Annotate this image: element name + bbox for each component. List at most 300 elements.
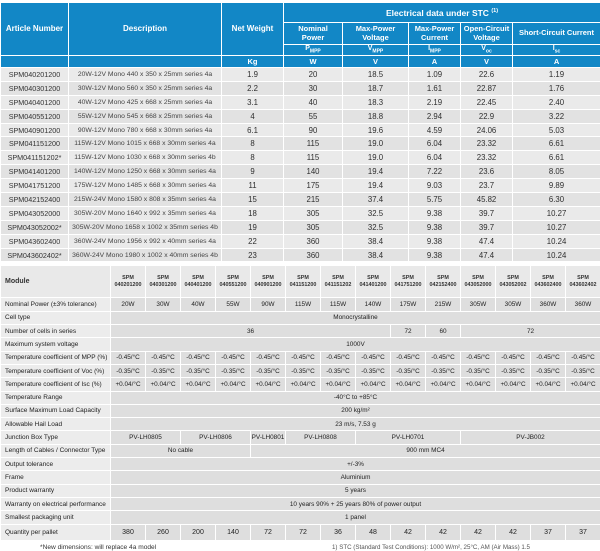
spec-value: -0.45/°C bbox=[321, 351, 356, 364]
article-cell: SPM043602402* bbox=[1, 248, 69, 262]
description-cell: 90W-12V Mono 780 x 668 x 30mm series 4a bbox=[69, 123, 222, 137]
spec-value: 200 kg/m² bbox=[111, 404, 600, 417]
pmpp-cell: 140 bbox=[284, 165, 343, 179]
pmpp-cell: 20 bbox=[284, 68, 343, 82]
panel-row bbox=[1, 95, 600, 109]
spec-value: 900 mm MC4 bbox=[251, 444, 600, 457]
module-column-header bbox=[181, 266, 216, 298]
module-prefix: SPM bbox=[496, 275, 530, 282]
col-header-short-circuit-current: Short-Circuit Current bbox=[513, 23, 600, 45]
impp-cell: 9.03 bbox=[409, 179, 461, 193]
panel-row bbox=[1, 193, 600, 207]
spec-value: +0.04/°C bbox=[531, 378, 566, 391]
col-symbol: $I_{sc}$ bbox=[513, 45, 600, 56]
panel-row bbox=[1, 81, 600, 95]
spec-label: Nominal Power (±3% tolerance) bbox=[1, 298, 111, 311]
impp-cell: 2.94 bbox=[409, 109, 461, 123]
spec-value: +0.04/°C bbox=[181, 378, 216, 391]
spec-value: +0.04/°C bbox=[111, 378, 146, 391]
spec-label: Allowable Hail Load bbox=[1, 418, 111, 431]
spec-value: PV-LH0806 bbox=[181, 431, 251, 444]
spec-row bbox=[1, 458, 600, 471]
article-cell: SPM043602400 bbox=[1, 234, 69, 248]
module-column-header bbox=[531, 266, 566, 298]
spec-value: 1 panel bbox=[111, 511, 600, 524]
module-header-label: Module bbox=[1, 266, 111, 298]
module-prefix: SPM bbox=[251, 275, 285, 282]
impp-cell: 7.22 bbox=[409, 165, 461, 179]
vmpp-cell: 18.8 bbox=[343, 109, 409, 123]
voc-cell: 23.7 bbox=[461, 179, 513, 193]
article-cell: SPM040901200 bbox=[1, 123, 69, 137]
spec-row bbox=[1, 325, 600, 338]
module-number: 042152400 bbox=[426, 282, 460, 289]
voc-cell: 22.9 bbox=[461, 109, 513, 123]
module-column-header bbox=[461, 266, 496, 298]
voc-cell: 24.06 bbox=[461, 123, 513, 137]
impp-cell: 1.61 bbox=[409, 81, 461, 95]
module-number: 040401200 bbox=[181, 282, 215, 289]
isc-cell: 10.24 bbox=[513, 234, 600, 248]
description-cell: 305W-20V Mono 1658 x 1002 x 35mm series 4b bbox=[69, 220, 222, 234]
spec-label: Cell type bbox=[1, 311, 111, 324]
spec-row bbox=[1, 391, 600, 404]
pmpp-cell: 90 bbox=[284, 123, 343, 137]
spec-value: 5 years bbox=[111, 484, 600, 497]
col-symbol: $V_{oc}$ bbox=[461, 45, 513, 56]
voc-cell: 39.7 bbox=[461, 220, 513, 234]
electrical-data-table bbox=[0, 2, 600, 262]
col-unit: V bbox=[461, 56, 513, 68]
spec-value: PV-LH0805 bbox=[111, 431, 181, 444]
module-number: 040551200 bbox=[216, 282, 250, 289]
spec-value: 48 bbox=[356, 524, 391, 540]
spec-row bbox=[1, 431, 600, 444]
vmpp-cell: 18.7 bbox=[343, 81, 409, 95]
vmpp-cell: 32.5 bbox=[343, 220, 409, 234]
spec-value: PV-LH0808 bbox=[286, 431, 356, 444]
spec-row bbox=[1, 404, 600, 417]
voc-cell: 47.4 bbox=[461, 234, 513, 248]
voc-cell: 22.45 bbox=[461, 95, 513, 109]
pmpp-cell: 115 bbox=[284, 137, 343, 151]
net-weight-cell: 18 bbox=[222, 206, 284, 220]
net-weight-cell: 4 bbox=[222, 109, 284, 123]
spec-value: -0.35/°C bbox=[111, 364, 146, 377]
pmpp-cell: 30 bbox=[284, 81, 343, 95]
panel-row bbox=[1, 234, 600, 248]
net-weight-cell: 11 bbox=[222, 179, 284, 193]
spec-row bbox=[1, 471, 600, 484]
voc-cell: 23.32 bbox=[461, 137, 513, 151]
vmpp-cell: 19.4 bbox=[343, 179, 409, 193]
spec-value: 140W bbox=[356, 298, 391, 311]
module-number: 041751200 bbox=[391, 282, 425, 289]
spec-value: +0.04/°C bbox=[286, 378, 321, 391]
article-cell: SPM040301200 bbox=[1, 81, 69, 95]
spec-row bbox=[1, 444, 600, 457]
module-number: 041401200 bbox=[356, 282, 390, 289]
spec-value: PV-LH0801 bbox=[251, 431, 286, 444]
module-column-header bbox=[251, 266, 286, 298]
spec-value: 260 bbox=[146, 524, 181, 540]
spec-value: +0.04/°C bbox=[461, 378, 496, 391]
net-weight-cell: 3.1 bbox=[222, 95, 284, 109]
spec-label: Quantity per pallet bbox=[1, 524, 111, 540]
spec-value: 360W bbox=[566, 298, 600, 311]
spec-label: Smallest packaging unit bbox=[1, 511, 111, 524]
isc-cell: 10.27 bbox=[513, 206, 600, 220]
pmpp-cell: 55 bbox=[284, 109, 343, 123]
spec-rows bbox=[1, 298, 600, 540]
net-weight-cell: 9 bbox=[222, 165, 284, 179]
spec-value: +0.04/°C bbox=[426, 378, 461, 391]
units-row bbox=[1, 56, 600, 68]
spec-label: Junction Box Type bbox=[1, 431, 111, 444]
spec-value: -0.35/°C bbox=[181, 364, 216, 377]
spec-value: -0.45/°C bbox=[251, 351, 286, 364]
spec-value: +0.04/°C bbox=[321, 378, 356, 391]
spec-value: 23 m/s, 7.53 g bbox=[111, 418, 600, 431]
spec-value: 36 bbox=[321, 524, 356, 540]
spec-row bbox=[1, 364, 600, 377]
pmpp-cell: 175 bbox=[284, 179, 343, 193]
spec-value: 140 bbox=[216, 524, 251, 540]
col-header-description: Description bbox=[69, 3, 222, 56]
vmpp-cell: 32.5 bbox=[343, 206, 409, 220]
voc-cell: 39.7 bbox=[461, 206, 513, 220]
col-header-article-number: Article Number bbox=[1, 3, 69, 56]
spec-value: -0.45/°C bbox=[216, 351, 251, 364]
isc-cell: 10.24 bbox=[513, 248, 600, 262]
vmpp-cell: 38.4 bbox=[343, 234, 409, 248]
col-symbol: $V_{MPP}$ bbox=[343, 45, 409, 56]
description-cell: 360W-24V Mono 1956 x 992 x 40mm series 4a bbox=[69, 234, 222, 248]
col-symbol: $P_{MPP}$ bbox=[284, 45, 343, 56]
module-number: 040201200 bbox=[111, 282, 145, 289]
article-cell: SPM043052002* bbox=[1, 220, 69, 234]
spec-label: Number of cells in series bbox=[1, 325, 111, 338]
impp-cell: 2.19 bbox=[409, 95, 461, 109]
kg-unit: Kg bbox=[222, 56, 284, 68]
spec-value: -0.45/°C bbox=[566, 351, 600, 364]
module-column-header bbox=[496, 266, 531, 298]
isc-cell: 5.03 bbox=[513, 123, 600, 137]
spec-label: Temperature coefficient of Isc (%) bbox=[1, 378, 111, 391]
pmpp-cell: 305 bbox=[284, 220, 343, 234]
module-prefix: SPM bbox=[146, 275, 180, 282]
spec-value: 42 bbox=[496, 524, 531, 540]
spec-value: 55W bbox=[216, 298, 251, 311]
description-cell: 215W-24V Mono 1580 x 808 x 35mm series 4a bbox=[69, 193, 222, 207]
spec-value: 42 bbox=[426, 524, 461, 540]
article-cell: SPM040551200 bbox=[1, 109, 69, 123]
description-cell: 140W-12V Mono 1250 x 668 x 30mm series 4a bbox=[69, 165, 222, 179]
article-cell: SPM040401200 bbox=[1, 95, 69, 109]
col-symbol: $I_{MPP}$ bbox=[409, 45, 461, 56]
spec-row bbox=[1, 338, 600, 351]
net-weight-cell: 2.2 bbox=[222, 81, 284, 95]
col-header-nominal-power: Nominal Power bbox=[284, 23, 343, 45]
net-weight-cell: 1.9 bbox=[222, 68, 284, 82]
spec-label: Surface Maximum Load Capacity bbox=[1, 404, 111, 417]
spec-value: -0.35/°C bbox=[356, 364, 391, 377]
spec-value: 305W bbox=[496, 298, 531, 311]
module-number: 043602400 bbox=[531, 282, 565, 289]
module-prefix: SPM bbox=[461, 275, 495, 282]
article-cell: SPM041751200 bbox=[1, 179, 69, 193]
spec-row bbox=[1, 484, 600, 497]
module-column-header bbox=[321, 266, 356, 298]
col-header-max-power-voltage: Max-Power Voltage bbox=[343, 23, 409, 45]
spec-value: -0.45/°C bbox=[426, 351, 461, 364]
spec-value: 40W bbox=[181, 298, 216, 311]
spec-value: 305W bbox=[461, 298, 496, 311]
impp-cell: 1.09 bbox=[409, 68, 461, 82]
net-weight-cell: 22 bbox=[222, 234, 284, 248]
description-cell: 55W-12V Mono 545 x 668 x 25mm series 4a bbox=[69, 109, 222, 123]
spec-value: 72 bbox=[391, 325, 426, 338]
article-cell: SPM040201200 bbox=[1, 68, 69, 82]
module-column-header bbox=[356, 266, 391, 298]
module-prefix: SPM bbox=[286, 275, 320, 282]
voc-cell: 45.82 bbox=[461, 193, 513, 207]
vmpp-cell: 19.4 bbox=[343, 165, 409, 179]
article-cell: SPM042152400 bbox=[1, 193, 69, 207]
vmpp-cell: 19.6 bbox=[343, 123, 409, 137]
spec-value: +0.04/°C bbox=[566, 378, 600, 391]
panel-row bbox=[1, 109, 600, 123]
spec-value: Aluminium bbox=[111, 471, 600, 484]
spec-label: Maximum system voltage bbox=[1, 338, 111, 351]
spec-value: +0.04/°C bbox=[391, 378, 426, 391]
spec-row bbox=[1, 418, 600, 431]
spec-label: Frame bbox=[1, 471, 111, 484]
spec-row bbox=[1, 524, 600, 540]
footnotes bbox=[0, 541, 600, 551]
isc-cell: 8.05 bbox=[513, 165, 600, 179]
impp-cell: 6.04 bbox=[409, 151, 461, 165]
spec-value: -0.35/°C bbox=[391, 364, 426, 377]
spec-value: 10 years 90% + 25 years 80% of power output bbox=[111, 497, 600, 510]
net-weight-cell: 8 bbox=[222, 137, 284, 151]
description-cell: 30W-12V Mono 560 x 350 x 25mm series 4a bbox=[69, 81, 222, 95]
impp-cell: 6.04 bbox=[409, 137, 461, 151]
article-cell: SPM041151202* bbox=[1, 151, 69, 165]
module-column-header bbox=[426, 266, 461, 298]
module-number: 041151202 bbox=[321, 282, 355, 289]
module-column-header bbox=[286, 266, 321, 298]
net-weight-cell: 8 bbox=[222, 151, 284, 165]
spec-value: 360W bbox=[531, 298, 566, 311]
module-number: 043052000 bbox=[461, 282, 495, 289]
impp-cell: 5.75 bbox=[409, 193, 461, 207]
spec-value: 72 bbox=[251, 524, 286, 540]
spec-value: 175W bbox=[391, 298, 426, 311]
stc-footnote-marker: (1) bbox=[491, 8, 498, 14]
spec-value: 115W bbox=[286, 298, 321, 311]
module-column-header bbox=[566, 266, 600, 298]
spec-value: 215W bbox=[426, 298, 461, 311]
panel-row bbox=[1, 220, 600, 234]
spec-value: -0.35/°C bbox=[531, 364, 566, 377]
description-cell: 115W-12V Mono 1030 x 668 x 30mm series 4b bbox=[69, 151, 222, 165]
description-cell: 20W-12V Mono 440 x 350 x 25mm series 4a bbox=[69, 68, 222, 82]
vmpp-cell: 19.0 bbox=[343, 137, 409, 151]
spec-value: 115W bbox=[321, 298, 356, 311]
spec-value: -0.45/°C bbox=[391, 351, 426, 364]
spec-value: 1000V bbox=[111, 338, 600, 351]
pmpp-cell: 115 bbox=[284, 151, 343, 165]
impp-cell: 9.38 bbox=[409, 206, 461, 220]
pmpp-cell: 305 bbox=[284, 206, 343, 220]
spec-value: -0.45/°C bbox=[286, 351, 321, 364]
spec-value: -0.35/°C bbox=[286, 364, 321, 377]
module-column-header bbox=[111, 266, 146, 298]
footnote-new-dimensions: *New dimensions: will replace 4a model bbox=[40, 544, 156, 551]
vmpp-cell: 19.0 bbox=[343, 151, 409, 165]
article-cell: SPM043052000 bbox=[1, 206, 69, 220]
spec-value: -0.35/°C bbox=[461, 364, 496, 377]
spec-value: 380 bbox=[111, 524, 146, 540]
module-prefix: SPM bbox=[391, 275, 425, 282]
isc-cell: 1.19 bbox=[513, 68, 600, 82]
footnote-stc: 1) STC (Standard Test Conditions): 1000 W/m², 25°C, AM (Air Mass) 1.5 bbox=[332, 544, 530, 551]
spec-value: -0.45/°C bbox=[356, 351, 391, 364]
spec-row bbox=[1, 497, 600, 510]
isc-cell: 6.61 bbox=[513, 151, 600, 165]
spec-value: -0.35/°C bbox=[251, 364, 286, 377]
spec-row bbox=[1, 378, 600, 391]
vmpp-cell: 18.3 bbox=[343, 95, 409, 109]
col-unit: A bbox=[513, 56, 600, 68]
spec-label: Output tolerance bbox=[1, 458, 111, 471]
description-cell: 115W-12V Mono 1015 x 668 x 30mm series 4a bbox=[69, 137, 222, 151]
impp-cell: 9.38 bbox=[409, 234, 461, 248]
spec-value: -0.45/°C bbox=[181, 351, 216, 364]
spec-value: 20W bbox=[111, 298, 146, 311]
panel-row bbox=[1, 248, 600, 262]
article-cell: SPM041401200 bbox=[1, 165, 69, 179]
panel-rows bbox=[1, 68, 600, 262]
panel-row bbox=[1, 137, 600, 151]
vmpp-cell: 37.4 bbox=[343, 193, 409, 207]
spec-value: No cable bbox=[111, 444, 251, 457]
description-cell: 40W-12V Mono 425 x 668 x 25mm series 4a bbox=[69, 95, 222, 109]
panel-row bbox=[1, 68, 600, 82]
net-weight-cell: 23 bbox=[222, 248, 284, 262]
spec-value: 37 bbox=[566, 524, 600, 540]
spec-value: +0.04/°C bbox=[146, 378, 181, 391]
module-prefix: SPM bbox=[111, 275, 145, 282]
spec-label: Length of Cables / Connector Type bbox=[1, 444, 111, 457]
col-unit: W bbox=[284, 56, 343, 68]
module-prefix: SPM bbox=[181, 275, 215, 282]
impp-cell: 9.38 bbox=[409, 248, 461, 262]
stc-title-text: Electrical data under STC bbox=[386, 8, 489, 18]
spec-label: Product warranty bbox=[1, 484, 111, 497]
spec-value: PV-JB002 bbox=[461, 431, 600, 444]
isc-cell: 6.30 bbox=[513, 193, 600, 207]
voc-cell: 22.87 bbox=[461, 81, 513, 95]
isc-cell: 1.76 bbox=[513, 81, 600, 95]
article-cell: SPM041151200 bbox=[1, 137, 69, 151]
module-column-header bbox=[146, 266, 181, 298]
isc-cell: 2.40 bbox=[513, 95, 600, 109]
module-number: 043052002 bbox=[496, 282, 530, 289]
isc-cell: 3.22 bbox=[513, 109, 600, 123]
spec-label: Temperature coefficient of Voc (%) bbox=[1, 364, 111, 377]
module-prefix: SPM bbox=[216, 275, 250, 282]
impp-cell: 4.59 bbox=[409, 123, 461, 137]
isc-cell: 9.89 bbox=[513, 179, 600, 193]
voc-cell: 22.6 bbox=[461, 68, 513, 82]
description-cell: 360W-24V Mono 1980 x 1002 x 40mm series 4b bbox=[69, 248, 222, 262]
net-weight-cell: 6.1 bbox=[222, 123, 284, 137]
unit-spacer bbox=[69, 56, 222, 68]
stc-title bbox=[284, 3, 600, 23]
spec-value: 90W bbox=[251, 298, 286, 311]
spec-row bbox=[1, 511, 600, 524]
spec-value: 72 bbox=[461, 325, 600, 338]
spec-row bbox=[1, 351, 600, 364]
isc-cell: 6.61 bbox=[513, 137, 600, 151]
vmpp-cell: 38.4 bbox=[343, 248, 409, 262]
spec-value: 42 bbox=[461, 524, 496, 540]
spec-value: -40°C to +85°C bbox=[111, 391, 600, 404]
module-column-header bbox=[216, 266, 251, 298]
spec-value: +0.04/°C bbox=[251, 378, 286, 391]
spec-value: -0.35/°C bbox=[146, 364, 181, 377]
spec-value: -0.45/°C bbox=[531, 351, 566, 364]
panel-row bbox=[1, 123, 600, 137]
spec-value: -0.45/°C bbox=[461, 351, 496, 364]
module-prefix: SPM bbox=[426, 275, 460, 282]
impp-cell: 9.38 bbox=[409, 220, 461, 234]
spec-value: 200 bbox=[181, 524, 216, 540]
spec-value: +0.04/°C bbox=[356, 378, 391, 391]
module-prefix: SPM bbox=[321, 275, 355, 282]
spec-value: 42 bbox=[391, 524, 426, 540]
spec-value: -0.45/°C bbox=[111, 351, 146, 364]
spec-value: +/-3% bbox=[111, 458, 600, 471]
voc-cell: 47.4 bbox=[461, 248, 513, 262]
module-prefix: SPM bbox=[566, 275, 600, 282]
spec-value: -0.35/°C bbox=[566, 364, 600, 377]
pmpp-cell: 215 bbox=[284, 193, 343, 207]
vmpp-cell: 18.5 bbox=[343, 68, 409, 82]
unit-spacer bbox=[1, 56, 69, 68]
pmpp-cell: 40 bbox=[284, 95, 343, 109]
module-header-row bbox=[1, 266, 600, 298]
module-prefix: SPM bbox=[531, 275, 565, 282]
panel-row bbox=[1, 206, 600, 220]
spec-value: 36 bbox=[111, 325, 391, 338]
panel-row bbox=[1, 165, 600, 179]
spec-value: Monocrystalline bbox=[111, 311, 600, 324]
spec-row bbox=[1, 311, 600, 324]
pmpp-cell: 360 bbox=[284, 234, 343, 248]
spec-value: 37 bbox=[531, 524, 566, 540]
spec-value: -0.45/°C bbox=[146, 351, 181, 364]
spec-value: -0.35/°C bbox=[496, 364, 531, 377]
spec-row bbox=[1, 298, 600, 311]
col-unit: A bbox=[409, 56, 461, 68]
spec-value: +0.04/°C bbox=[216, 378, 251, 391]
spec-value: -0.45/°C bbox=[496, 351, 531, 364]
module-prefix: SPM bbox=[356, 275, 390, 282]
module-spec-table bbox=[0, 265, 600, 540]
